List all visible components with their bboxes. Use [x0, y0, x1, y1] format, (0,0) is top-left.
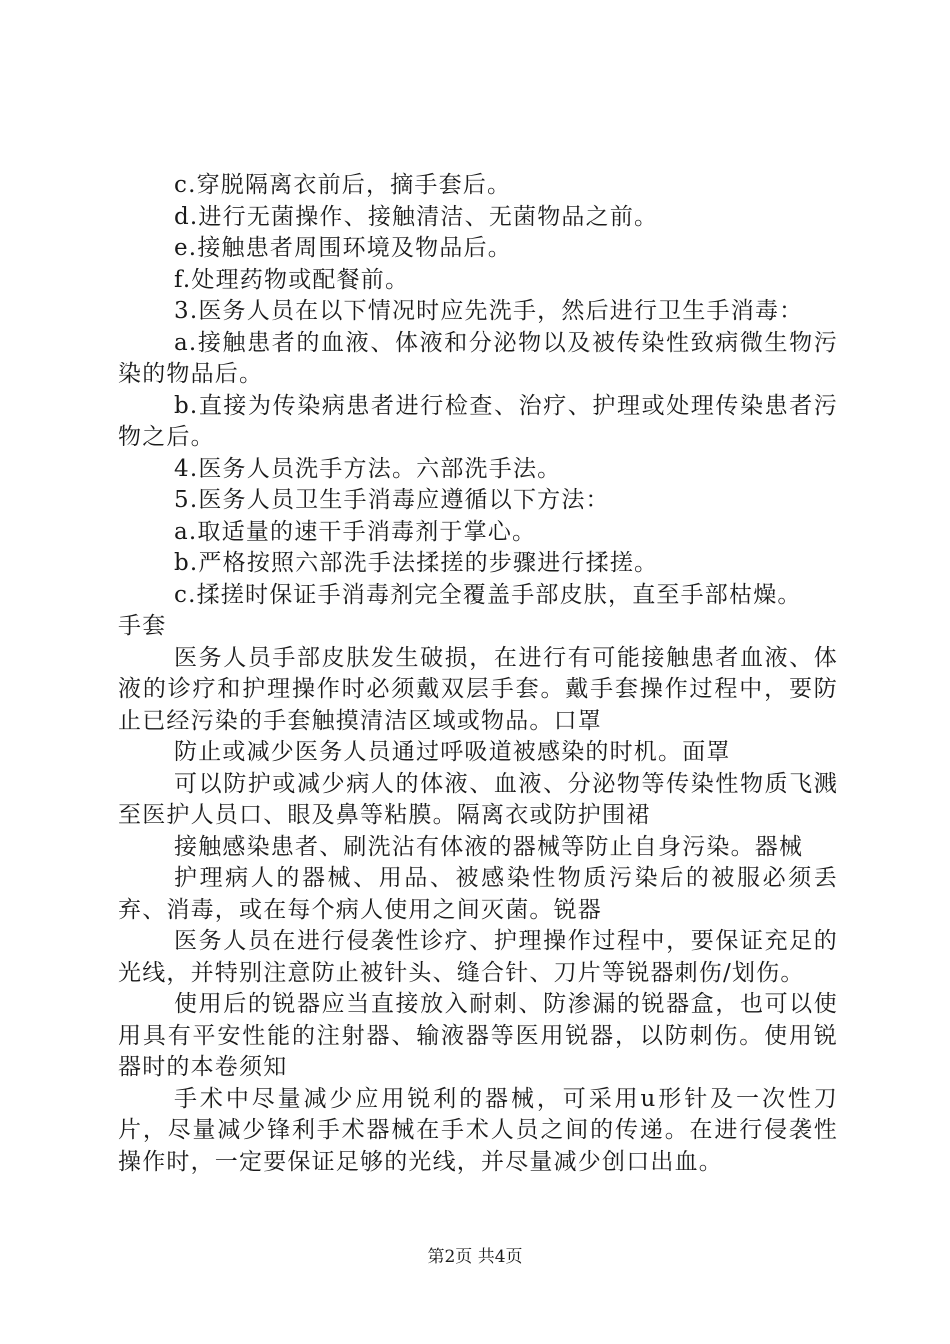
paragraph: 手套 [118, 613, 167, 639]
paragraph: a.接触患者的血液、体液和分泌物以及被传染性致病微生物污染的物品后。 [118, 329, 838, 387]
paragraph: b.直接为传染病患者进行检查、治疗、护理或处理传染患者污物之后。 [118, 392, 838, 450]
paragraph: 防止或减少医务人员通过呼吸道被感染的时机。面罩 [174, 739, 731, 765]
paragraph: 使用后的锐器应当直接放入耐刺、防渗漏的锐器盒，也可以使用具有平安性能的注射器、输液器等医用锐器，以防刺伤。使用锐器时的本卷须知 [118, 991, 838, 1080]
paragraph: 护理病人的器械、用品、被感染性物质污染后的被服必须丢弃、消毒，或在每个病人使用之间灭菌。锐器 [118, 865, 838, 923]
paragraph: 手术中尽量减少应用锐利的器械，可采用u形针及一次性刀片，尽量减少锋利手术器械在手术人员之间的传递。在进行侵袭性操作时，一定要保证足够的光线，并尽量减少创口出血。 [118, 1085, 838, 1175]
document-body [118, 170, 838, 1178]
paragraph: 可以防护或减少病人的体液、血液、分泌物等传染性物质飞溅至医护人员口、眼及鼻等粘膜。隔离衣或防护围裙 [118, 770, 838, 828]
paragraph: 接触感染患者、刷洗沾有体液的器械等防止自身污染。器械 [174, 833, 804, 860]
paragraph: 3.医务人员在以下情况时应先洗手，然后进行卫生手消毒： [174, 298, 804, 324]
paragraph: 医务人员手部皮肤发生破损，在进行有可能接触患者血液、体液的诊疗和护理操作时必须戴双层手套。戴手套操作过程中，要防止已经污染的手套触摸清洁区域或物品。口罩 [118, 644, 838, 734]
paragraph: c.穿脱隔离衣前后，摘手套后。 [174, 172, 512, 198]
paragraph: 4.医务人员洗手方法。六部洗手法。 [174, 455, 562, 482]
paragraph: b.严格按照六部洗手法揉搓的步骤进行揉搓。 [174, 550, 659, 576]
paragraph: d.进行无菌操作、接触清洁、无菌物品之前。 [174, 203, 659, 230]
paragraph: a.取适量的速干手消毒剂于掌心。 [174, 518, 537, 545]
paragraph: e.接触患者周围环境及物品后。 [174, 235, 512, 261]
paragraph: 5.医务人员卫生手消毒应遵循以下方法： [174, 487, 610, 513]
page-footer: 第2页 共4页 [427, 1247, 523, 1267]
paragraph: c.揉搓时保证手消毒剂完全覆盖手部皮肤，直至手部枯燥。 [174, 581, 802, 608]
paragraph: f.处理药物或配餐前。 [174, 266, 410, 293]
paragraph: 医务人员在进行侵袭性诊疗、护理操作过程中，要保证充足的光线，并特别注意防止被针头、缝合针、刀片等锐器刺伤/划伤。 [118, 928, 838, 986]
